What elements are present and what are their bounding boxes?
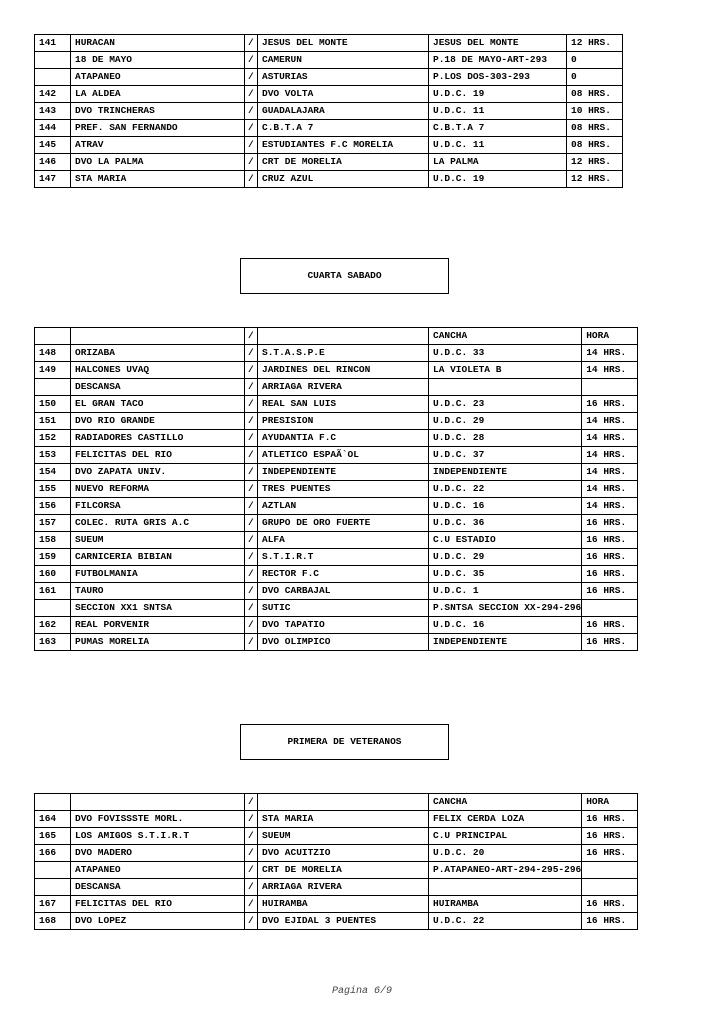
away-team-cell: TRES PUENTES — [258, 481, 429, 498]
time-cell: 14 HRS. — [582, 464, 638, 481]
table-row — [35, 794, 638, 811]
field-cell: U.D.C. 22 — [429, 913, 582, 930]
away-team-cell — [258, 794, 429, 811]
away-team-cell: ARRIAGA RIVERA — [258, 879, 429, 896]
table-row — [35, 532, 638, 549]
time-cell: 12 HRS. — [567, 35, 623, 52]
time-cell: 14 HRS. — [582, 362, 638, 379]
time-cell — [582, 379, 638, 396]
home-team-cell: DVO ZAPATA UNIV. — [71, 464, 245, 481]
home-team-cell: ATAPANEO — [71, 69, 245, 86]
home-team-cell: HURACAN — [71, 35, 245, 52]
field-cell: CANCHA — [429, 328, 582, 345]
away-team-cell: DVO CARBAJAL — [258, 583, 429, 600]
table-row — [35, 379, 638, 396]
versus-separator-cell: / — [245, 583, 258, 600]
time-cell: 16 HRS. — [582, 549, 638, 566]
versus-separator-cell: / — [245, 481, 258, 498]
versus-separator-cell: / — [245, 794, 258, 811]
time-cell: 16 HRS. — [582, 617, 638, 634]
field-cell: P.ATAPANEO-ART-294-295-296 — [429, 862, 582, 879]
time-cell: 08 HRS. — [567, 86, 623, 103]
table-row — [35, 154, 623, 171]
match-number-cell: 149 — [35, 362, 71, 379]
versus-separator-cell: / — [245, 362, 258, 379]
versus-separator-cell: / — [245, 413, 258, 430]
match-number-cell: 145 — [35, 137, 71, 154]
home-team-cell: 18 DE MAYO — [71, 52, 245, 69]
table-row — [35, 617, 638, 634]
home-team-cell: DVO FOVISSSTE MORL. — [71, 811, 245, 828]
home-team-cell: SECCION XX1 SNTSA — [71, 600, 245, 617]
schedule-table-cuarta-sabado — [34, 327, 638, 651]
table-row — [35, 879, 638, 896]
time-cell: 16 HRS. — [582, 634, 638, 651]
field-cell: U.D.C. 33 — [429, 345, 582, 362]
home-team-cell: DVO MADERO — [71, 845, 245, 862]
table-row — [35, 362, 638, 379]
table-row — [35, 583, 638, 600]
time-cell: 16 HRS. — [582, 566, 638, 583]
away-team-cell: AZTLAN — [258, 498, 429, 515]
field-cell: LA VIOLETA B — [429, 362, 582, 379]
versus-separator-cell: / — [245, 896, 258, 913]
match-number-cell: 157 — [35, 515, 71, 532]
away-team-cell: RECTOR F.C — [258, 566, 429, 583]
versus-separator-cell: / — [245, 498, 258, 515]
field-cell: INDEPENDIENTE — [429, 634, 582, 651]
away-team-cell: PRESISION — [258, 413, 429, 430]
field-cell: U.D.C. 19 — [429, 171, 567, 188]
table-row — [35, 811, 638, 828]
home-team-cell: RADIADORES CASTILLO — [71, 430, 245, 447]
away-team-cell: GUADALAJARA — [258, 103, 429, 120]
home-team-cell: REAL PORVENIR — [71, 617, 245, 634]
schedule-table-1 — [34, 34, 623, 188]
table-row — [35, 328, 638, 345]
time-cell: 08 HRS. — [567, 137, 623, 154]
field-cell — [429, 379, 582, 396]
away-team-cell: CRT DE MORELIA — [258, 154, 429, 171]
match-number-cell: 147 — [35, 171, 71, 188]
home-team-cell: DESCANSA — [71, 379, 245, 396]
field-cell: U.D.C. 37 — [429, 447, 582, 464]
match-number-cell: 165 — [35, 828, 71, 845]
away-team-cell: ASTURIAS — [258, 69, 429, 86]
home-team-cell: ATRAV — [71, 137, 245, 154]
table-row — [35, 828, 638, 845]
field-cell: P.LOS DOS-303-293 — [429, 69, 567, 86]
time-cell: 12 HRS. — [567, 154, 623, 171]
versus-separator-cell: / — [245, 862, 258, 879]
home-team-cell: STA MARIA — [71, 171, 245, 188]
versus-separator-cell: / — [245, 328, 258, 345]
match-number-cell: 168 — [35, 913, 71, 930]
home-team-cell: SUEUM — [71, 532, 245, 549]
table-row — [35, 515, 638, 532]
away-team-cell: SUTIC — [258, 600, 429, 617]
table-row — [35, 69, 623, 86]
match-number-cell: 160 — [35, 566, 71, 583]
home-team-cell: FUTBOLMANIA — [71, 566, 245, 583]
field-cell: U.D.C. 19 — [429, 86, 567, 103]
time-cell: 14 HRS. — [582, 447, 638, 464]
home-team-cell: FELICITAS DEL RIO — [71, 447, 245, 464]
versus-separator-cell: / — [245, 379, 258, 396]
away-team-cell: DVO VOLTA — [258, 86, 429, 103]
versus-separator-cell: / — [245, 811, 258, 828]
table-row — [35, 52, 623, 69]
away-team-cell: REAL SAN LUIS — [258, 396, 429, 413]
schedule-table-primera-veteranos — [34, 793, 638, 930]
field-cell — [429, 879, 582, 896]
time-cell: HORA — [582, 328, 638, 345]
home-team-cell: HALCONES UVAQ — [71, 362, 245, 379]
field-cell: U.D.C. 36 — [429, 515, 582, 532]
field-cell: U.D.C. 11 — [429, 103, 567, 120]
home-team-cell: ORIZABA — [71, 345, 245, 362]
home-team-cell: EL GRAN TACO — [71, 396, 245, 413]
field-cell: U.D.C. 16 — [429, 498, 582, 515]
home-team-cell: DESCANSA — [71, 879, 245, 896]
home-team-cell: PUMAS MORELIA — [71, 634, 245, 651]
match-number-cell: 154 — [35, 464, 71, 481]
away-team-cell: DVO OLIMPICO — [258, 634, 429, 651]
versus-separator-cell: / — [245, 345, 258, 362]
match-number-cell: 158 — [35, 532, 71, 549]
versus-separator-cell: / — [245, 154, 258, 171]
home-team-cell — [71, 328, 245, 345]
table-row — [35, 137, 623, 154]
versus-separator-cell: / — [245, 69, 258, 86]
versus-separator-cell: / — [245, 600, 258, 617]
home-team-cell: COLEC. RUTA GRIS A.C — [71, 515, 245, 532]
versus-separator-cell: / — [245, 515, 258, 532]
time-cell: 0 — [567, 52, 623, 69]
table-row — [35, 600, 638, 617]
field-cell: C.B.T.A 7 — [429, 120, 567, 137]
away-team-cell: SUEUM — [258, 828, 429, 845]
home-team-cell: LA ALDEA — [71, 86, 245, 103]
match-number-cell: 164 — [35, 811, 71, 828]
home-team-cell: PREF. SAN FERNANDO — [71, 120, 245, 137]
match-number-cell — [35, 379, 71, 396]
field-cell: U.D.C. 16 — [429, 617, 582, 634]
table-row — [35, 896, 638, 913]
field-cell: U.D.C. 28 — [429, 430, 582, 447]
versus-separator-cell: / — [245, 464, 258, 481]
versus-separator-cell: / — [245, 137, 258, 154]
match-number-cell — [35, 69, 71, 86]
away-team-cell: ALFA — [258, 532, 429, 549]
field-cell: U.D.C. 11 — [429, 137, 567, 154]
field-cell: P.18 DE MAYO-ART-293 — [429, 52, 567, 69]
time-cell: 16 HRS. — [582, 811, 638, 828]
away-team-cell: STA MARIA — [258, 811, 429, 828]
field-cell: U.D.C. 35 — [429, 566, 582, 583]
time-cell: 0 — [567, 69, 623, 86]
time-cell: 16 HRS. — [582, 828, 638, 845]
versus-separator-cell: / — [245, 828, 258, 845]
field-cell: CANCHA — [429, 794, 582, 811]
match-number-cell — [35, 600, 71, 617]
table-row — [35, 120, 623, 137]
time-cell: 14 HRS. — [582, 430, 638, 447]
time-cell — [582, 879, 638, 896]
versus-separator-cell: / — [245, 171, 258, 188]
versus-separator-cell: / — [245, 879, 258, 896]
home-team-cell: CARNICERIA BIBIAN — [71, 549, 245, 566]
field-cell: U.D.C. 1 — [429, 583, 582, 600]
versus-separator-cell: / — [245, 845, 258, 862]
time-cell: 16 HRS. — [582, 913, 638, 930]
table-row — [35, 86, 623, 103]
away-team-cell: C.B.T.A 7 — [258, 120, 429, 137]
away-team-cell: HUIRAMBA — [258, 896, 429, 913]
away-team-cell: GRUPO DE ORO FUERTE — [258, 515, 429, 532]
versus-separator-cell: / — [245, 86, 258, 103]
away-team-cell: DVO ACUITZIO — [258, 845, 429, 862]
table-row — [35, 481, 638, 498]
versus-separator-cell: / — [245, 634, 258, 651]
field-cell: C.U PRINCIPAL — [429, 828, 582, 845]
time-cell: 16 HRS. — [582, 896, 638, 913]
versus-separator-cell: / — [245, 35, 258, 52]
field-cell: U.D.C. 29 — [429, 549, 582, 566]
page-number: Pagina 6/9 — [331, 986, 392, 997]
versus-separator-cell: / — [245, 566, 258, 583]
match-number-cell: 167 — [35, 896, 71, 913]
match-number-cell: 166 — [35, 845, 71, 862]
match-number-cell: 142 — [35, 86, 71, 103]
match-number-cell: 162 — [35, 617, 71, 634]
match-number-cell — [35, 879, 71, 896]
match-number-cell: 148 — [35, 345, 71, 362]
versus-separator-cell: / — [245, 913, 258, 930]
versus-separator-cell: / — [245, 549, 258, 566]
home-team-cell: FILCORSA — [71, 498, 245, 515]
table-row — [35, 430, 638, 447]
home-team-cell — [71, 794, 245, 811]
away-team-cell: JARDINES DEL RINCON — [258, 362, 429, 379]
away-team-cell: CRUZ AZUL — [258, 171, 429, 188]
home-team-cell: FELICITAS DEL RIO — [71, 896, 245, 913]
section-title-cuarta-sabado: CUARTA SABADO — [240, 258, 449, 294]
table-row — [35, 498, 638, 515]
time-cell: 14 HRS. — [582, 481, 638, 498]
time-cell: 16 HRS. — [582, 515, 638, 532]
versus-separator-cell: / — [245, 447, 258, 464]
match-number-cell — [35, 794, 71, 811]
time-cell: 16 HRS. — [582, 532, 638, 549]
table-row — [35, 447, 638, 464]
away-team-cell: INDEPENDIENTE — [258, 464, 429, 481]
away-team-cell: CAMERUN — [258, 52, 429, 69]
match-number-cell: 141 — [35, 35, 71, 52]
time-cell: 16 HRS. — [582, 583, 638, 600]
table-row — [35, 549, 638, 566]
match-number-cell — [35, 52, 71, 69]
away-team-cell: DVO EJIDAL 3 PUENTES — [258, 913, 429, 930]
match-number-cell: 155 — [35, 481, 71, 498]
table-row — [35, 171, 623, 188]
table-row — [35, 396, 638, 413]
section-title-primera-veteranos: PRIMERA DE VETERANOS — [240, 724, 449, 760]
away-team-cell: S.T.I.R.T — [258, 549, 429, 566]
field-cell: P.SNTSA SECCION XX-294-296 — [429, 600, 582, 617]
field-cell: FELIX CERDA LOZA — [429, 811, 582, 828]
versus-separator-cell: / — [245, 103, 258, 120]
field-cell: INDEPENDIENTE — [429, 464, 582, 481]
match-number-cell: 150 — [35, 396, 71, 413]
match-number-cell: 163 — [35, 634, 71, 651]
field-cell: JESUS DEL MONTE — [429, 35, 567, 52]
away-team-cell: ATLETICO ESPAÃ`OL — [258, 447, 429, 464]
home-team-cell: DVO RIO GRANDE — [71, 413, 245, 430]
away-team-cell: ESTUDIANTES F.C MORELIA — [258, 137, 429, 154]
away-team-cell: JESUS DEL MONTE — [258, 35, 429, 52]
versus-separator-cell: / — [245, 430, 258, 447]
field-cell: LA PALMA — [429, 154, 567, 171]
table-row — [35, 345, 638, 362]
field-cell: U.D.C. 22 — [429, 481, 582, 498]
table-row — [35, 464, 638, 481]
versus-separator-cell: / — [245, 396, 258, 413]
home-team-cell: DVO LOPEZ — [71, 913, 245, 930]
time-cell — [582, 862, 638, 879]
versus-separator-cell: / — [245, 617, 258, 634]
home-team-cell: DVO TRINCHERAS — [71, 103, 245, 120]
away-team-cell: AYUDANTIA F.C — [258, 430, 429, 447]
versus-separator-cell: / — [245, 52, 258, 69]
versus-separator-cell: / — [245, 120, 258, 137]
time-cell: 12 HRS. — [567, 171, 623, 188]
time-cell: 16 HRS. — [582, 845, 638, 862]
table-row — [35, 413, 638, 430]
field-cell: U.D.C. 23 — [429, 396, 582, 413]
time-cell: HORA — [582, 794, 638, 811]
table-row — [35, 103, 623, 120]
away-team-cell: DVO TAPATIO — [258, 617, 429, 634]
time-cell: 14 HRS. — [582, 413, 638, 430]
versus-separator-cell: / — [245, 532, 258, 549]
table-row — [35, 845, 638, 862]
table-row — [35, 862, 638, 879]
table-row — [35, 566, 638, 583]
table-row — [35, 913, 638, 930]
field-cell: HUIRAMBA — [429, 896, 582, 913]
home-team-cell: TAURO — [71, 583, 245, 600]
home-team-cell: NUEVO REFORMA — [71, 481, 245, 498]
home-team-cell: DVO LA PALMA — [71, 154, 245, 171]
match-number-cell: 151 — [35, 413, 71, 430]
match-number-cell: 143 — [35, 103, 71, 120]
match-number-cell: 156 — [35, 498, 71, 515]
field-cell: U.D.C. 20 — [429, 845, 582, 862]
time-cell: 10 HRS. — [567, 103, 623, 120]
match-number-cell: 144 — [35, 120, 71, 137]
match-number-cell: 153 — [35, 447, 71, 464]
table-row — [35, 35, 623, 52]
time-cell: 16 HRS. — [582, 396, 638, 413]
match-number-cell: 152 — [35, 430, 71, 447]
match-number-cell: 161 — [35, 583, 71, 600]
match-number-cell — [35, 328, 71, 345]
field-cell: C.U ESTADIO — [429, 532, 582, 549]
away-team-cell: CRT DE MORELIA — [258, 862, 429, 879]
match-number-cell: 146 — [35, 154, 71, 171]
away-team-cell: ARRIAGA RIVERA — [258, 379, 429, 396]
time-cell: 14 HRS. — [582, 345, 638, 362]
home-team-cell: LOS AMIGOS S.T.I.R.T — [71, 828, 245, 845]
time-cell — [582, 600, 638, 617]
time-cell: 14 HRS. — [582, 498, 638, 515]
table-row — [35, 634, 638, 651]
field-cell: U.D.C. 29 — [429, 413, 582, 430]
away-team-cell: S.T.A.S.P.E — [258, 345, 429, 362]
home-team-cell: ATAPANEO — [71, 862, 245, 879]
match-number-cell — [35, 862, 71, 879]
match-number-cell: 159 — [35, 549, 71, 566]
away-team-cell — [258, 328, 429, 345]
time-cell: 08 HRS. — [567, 120, 623, 137]
